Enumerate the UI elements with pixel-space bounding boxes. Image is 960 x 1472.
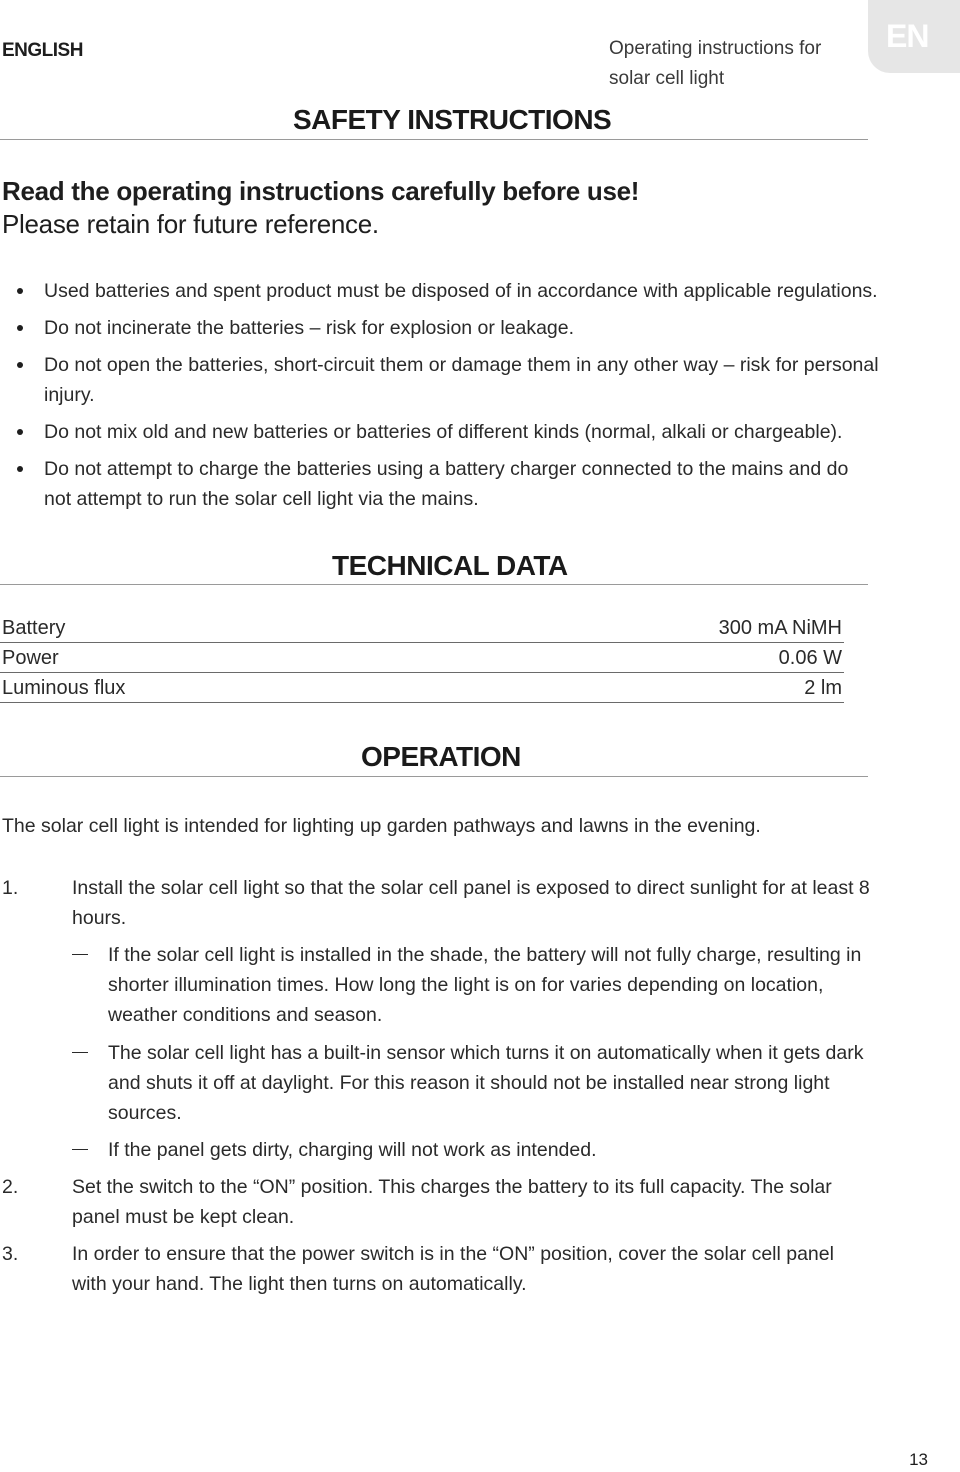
safety-bullet-list <box>0 276 880 521</box>
step-number: 1. <box>2 877 19 899</box>
step-text: Set the switch to the “ON” position. This charges the battery to its full capacity. The solar panel must be kept clean. <box>72 1176 832 1228</box>
safety-bullet <box>0 454 880 514</box>
language-tab <box>868 0 960 73</box>
intro-warning: Read the operating instructions carefully before use! <box>2 176 640 206</box>
safety-heading: SAFETY INSTRUCTIONS <box>293 104 612 135</box>
tech-label: Battery <box>2 617 66 639</box>
safety-bullet-text: Used batteries and spent product must be disposed of in accordance with applicable regulations. <box>44 280 878 302</box>
safety-bullet <box>0 313 880 343</box>
technical-divider <box>0 584 868 585</box>
tech-value: 0.06 W <box>778 647 842 669</box>
safety-bullet <box>0 276 880 306</box>
tech-row-power <box>0 643 844 673</box>
tech-value: 300 mA NiMH <box>718 617 842 639</box>
operation-intro: The solar cell light is intended for lighting up garden pathways and lawns in the evening. <box>2 815 761 837</box>
dash-marker <box>72 954 88 955</box>
page-number: 13 <box>909 1450 928 1469</box>
bullet-dot <box>17 466 23 472</box>
bullet-dot <box>17 362 23 368</box>
step-text: In order to ensure that the power switch is in the “ON” position, cover the solar cell panel with your hand. The light then turns on automatically. <box>72 1243 834 1295</box>
operation-step <box>0 1239 880 1299</box>
step-number: 2. <box>2 1176 19 1198</box>
safety-bullet <box>0 417 880 447</box>
safety-bullet-text: Do not incinerate the batteries – risk for explosion or leakage. <box>44 317 575 339</box>
bullet-dot <box>17 429 23 435</box>
dash-marker <box>72 1052 88 1053</box>
intro-retain-note: Please retain for future reference. <box>2 209 379 239</box>
step-note-text: If the solar cell light is installed in the shade, the battery will not fully charge, resulting in shorter illumination times. How long the light is on for varies depending on location, weather conditions and season. <box>108 944 862 1026</box>
step-number: 3. <box>2 1243 19 1265</box>
language-label: ENGLISH <box>2 40 83 61</box>
operation-step <box>0 1172 880 1232</box>
operation-heading: OPERATION <box>361 741 521 772</box>
safety-divider <box>0 139 868 140</box>
tech-label: Luminous flux <box>2 677 126 699</box>
tech-label: Power <box>2 647 59 669</box>
tech-row-battery <box>0 613 844 643</box>
step-note <box>0 940 880 1030</box>
step-note <box>0 1135 880 1165</box>
safety-bullet-text: Do not mix old and new batteries or batteries of different kinds (normal, alkali or chargeable). <box>44 421 843 443</box>
step-text: Install the solar cell light so that the solar cell panel is exposed to direct sunlight for at least 8 hours. <box>72 877 870 929</box>
bullet-dot <box>17 325 23 331</box>
safety-bullet-text: Do not attempt to charge the batteries using a battery charger connected to the mains and do not attempt to run the solar cell light via the mains. <box>44 458 849 510</box>
operation-step <box>0 873 880 933</box>
dash-marker <box>72 1149 88 1150</box>
safety-bullet-text: Do not open the batteries, short-circuit them or damage them in any other way – risk for personal injury. <box>44 354 879 406</box>
technical-heading: TECHNICAL DATA <box>332 550 568 581</box>
document-title: Operating instructions for solar cell light <box>609 38 822 89</box>
step-note-text: If the panel gets dirty, charging will not work as intended. <box>108 1139 597 1161</box>
step-note-text: The solar cell light has a built-in sensor which turns it on automatically when it gets dark and shuts it off at daylight. For this reason it should not be installed near strong light sources. <box>108 1042 864 1124</box>
language-tab-label: EN <box>886 18 929 54</box>
tech-row-luminous-flux <box>0 673 844 703</box>
safety-bullet <box>0 350 880 410</box>
tech-value: 2 lm <box>804 677 842 699</box>
operation-divider <box>0 776 868 777</box>
step-note <box>0 1038 880 1128</box>
bullet-dot <box>17 288 23 294</box>
